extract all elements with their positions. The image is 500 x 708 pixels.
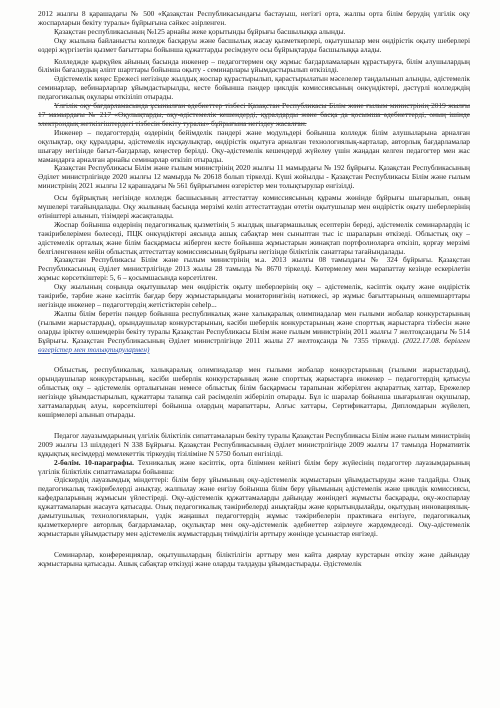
paragraph bbox=[38, 432, 470, 459]
paragraph-text: Қазақстан республикасының №125 арнайы жеке қорытынды бұйрығы басшылыққа алынды. bbox=[54, 26, 346, 36]
paragraph-text: Қазақстан Республикасы Білім және ғылым министрінің 2020 жылғы 11 мамырдағы № 192 бұйрығы. Қазақстан Республикасының Әділет министрлігінде 2020 жылғы 12 мамырда № 20618 болып тіркелді. Күші жойылды - Қазақстан Республикасы Білім және ғылым министрінің 2021 жылғы 12 қарашадағы № 561 бұйрығымен өзгерістер мен толықтырулар енгізілді. bbox=[38, 163, 470, 191]
paragraph-text: Жоспар бойынша өздерінің педагогикалық қызметінің 5 жылдық шығармашылық есептерін береді, әдістемелік семинарлардің іс тәжірибелерімен бөлеседі, ПЦК онкүндіктері аясында ашық сабақтар мен сыныптан тыс іс шараларын өткізеді. Облыстық оқу – әдістемелік орталық және білім басқармасы жіберген кесте бойынша жұмыстарын жинақтап портфолиоларға өткізіп, қорғау мерзімі белгіленгеннен кейін облыстық аттестаттау комиссиясының бұйрығы негізінде біліктілік санаттары тағайындалады. bbox=[38, 219, 470, 256]
paragraph-text: Оқу жылының соңында оқытушылар мен өндірістік оқыту шеберлерінің оқу – әдістемелік, кәсіптік оқыту және өндірістік тәжірибе, тәрбие және кәсіптік бағдар беру жұмыстарындағы мониторингінің нәтижесі, әр жұмыс бағыттарының өлшемшарттары негізінде инженер – педагогтердің жетістіктерін сеhelp... bbox=[38, 282, 470, 309]
paragraph bbox=[38, 164, 470, 191]
amendments-link[interactable]: өзгерістер мен толықтырулармен) bbox=[38, 344, 150, 354]
paragraph-text: Колледжде қырқүйек айының басында инженер – педагогтермен оқу жұмыс бағдарламаларын құрастыруға, білім алушылардың білімін бағалаудың әліпт шарттары бойынша оқыту - семинарлары ұйымдастырылып өткізілді. bbox=[38, 56, 470, 75]
amendment-note: (2022.17.08. берілген bbox=[402, 335, 470, 345]
paragraph-text: Инженер – педагогтердің өздерінің бейімделік пәндері және модульдері бойынша колледж білім алушыларына арналған оқулықтар, оқу құралдары, әдістемелік нұсқаулықтар, өндірістік оқытуға арналған технологиялық-карталар, авторлық бағдарламалар шығару негізінде бағыт-бағдарлар, кеңестер берілді. Оқу-әдістемелік кешендерді жүйелеу үшін жаңадан келген педагогтер мен жас мамандарға арналған арнайы семинарлар өткізіп отырады. bbox=[38, 127, 470, 164]
paragraph bbox=[38, 256, 470, 283]
paragraph-text: Әдістемелік кеңес Ережесі негізінде жылдық жоспар құрастырылып, қарастырылатын мәселелер таңдалынып алынды, әдістемелік семинарлар, вебинарларлар ұйымдастырылды, кесте бойынша пәндер циклдік комиссиясының онкүндіктері, дәстүрлі колледждің педагогикалық оқулары өткізіліп отырады. bbox=[38, 74, 470, 102]
paragraph bbox=[38, 283, 470, 310]
paragraph-text: Педагог лауазымдарының үлгілік біліктілік сипаттамаларын бекіту туралы Қазақстан Республикасы Білім және ғылым министрінің 2009 жылғы 13 шілдедегі N 338 Бұйрығы. Қазақстан Республикасының Әділет министрлігінде 2009 жылғы 17 тамызда Нормативтік құқықтық кесімдерді мемлекеттік тіркеудің тізіліміне N 5750 болып енгізілді. bbox=[38, 430, 470, 458]
paragraph bbox=[38, 366, 470, 419]
paragraph bbox=[38, 129, 470, 165]
section-heading: 2-бөлім. 10-параграфы. bbox=[54, 457, 134, 467]
paragraph-text: Семинарлар, конференциялар, оқытушылардың біліктілігін арттыру мен кайта даярлау курстарын өткізу және дайындау жұмыстарына қатысады. Ашық сабақтар өткізуді және оларды талдауды ұйымдастырады. Әдістемелік bbox=[38, 549, 470, 568]
paragraph bbox=[38, 194, 470, 221]
paragraph bbox=[38, 10, 470, 28]
paragraph bbox=[38, 221, 470, 257]
paragraph-text: Қазақстан Республикасы Білім және ғылым министрінің м.а. 2013 жылғы 08 тамыздағы № 324 бұйрығы. Қазақстан Республикасының Әділет министрлігінде 2013 жылы 28 тамызда № 8670 тіркелді. Көтермелеу мен марапаттау кезінде ескерілетін жұмыс көрсеткіштері: 5, 6 – қосымшасында көрсетілген. bbox=[38, 255, 470, 283]
paragraph-text: Техникалық және кәсіптік, орта білімнен кейінгі білім беру жүйесінің педагогтер лауазымдарының үлгілік біліктілік сипаттамалары бойынша: bbox=[38, 457, 471, 476]
paragraph-text: Жалпы білім беретін пәндер бойынша республикалық және халықаралық олимпиадалар мен ғылыми жобалар конкурстарының (ғылыми жарыстардың), орындаушылар конкурстарының, кәсіби шеберлік конкурстарының және спорттық жарыстарға тізбесін және оларды іріктеу өлшемдерін бекіту туралы Қазақстан Республикасы Білім және ғылым министрінің 2011 жылғы 7 желтоқсандағы № 514 Бұйрығы. Қазақстан Республикасының Әділет министрлігінде 2011 жылы 27 желтоқсанда № 7355 тіркелді. bbox=[38, 308, 470, 345]
paragraph bbox=[38, 58, 470, 76]
paragraph bbox=[38, 310, 470, 355]
paragraph-text: 2012 жылғы 8 қарашадағы № 500 «Қазақстан Республикасындағы бастауыш, негізгі орта, жалпы орта білім берудің үлгілік оқу жоспарларын бекіту туралы» бұйрығына сәйкес әзірленген. bbox=[38, 9, 470, 27]
paragraph-text: Осы бұйрықтың негізінде колледж басшысының аттестаттау комиссиясының құрамы жөнінде бұйрығы шығарылып, оның мүшелері тағайындалады. Оқу жылының басында мерзімі келіп аттестаттаудан өтетін оқытушылар мен өндірістік оқыту шеберлерінің өтініштері алынып, тізімдері жасақталады. bbox=[38, 193, 470, 220]
paragraph-text: Облыстық, республикалық, халықаралық олимпиадалар мен ғылыми жобалар конкурстарының (ғылыми жарыстардың), орындаушылар конкурстарының, кәсіби шеберлік конкурстарының және спорттық жарыстарға инженер – педагогтердің қатысуы облыстық оқу – әдістемелік орталығынан немесе облыстық білім басқармасы тарапынан жіберілген ақпараттық хаттар, Ережелер негізінде ұйымдастырылып, құжаттары талапқа сай рәсімделіп жіберіліп отырады. Бұл іс шаралар бойынша шығарылған оқушылар, хаттамалардың алуы, көрсеткіштері бойынша олардың марапаттары, Алғыс хаттары, Сертификаттары, Дипломдарын жүйелеп, көшірмелері алынып отырады. bbox=[38, 365, 470, 419]
paragraph-text: Әдіскердің лауазымдық міндеттері: білім беру ұйымының оқу-әдістемелік жұмыстарын ұйымдастыруды және талдайды. Озық педагогикалық тәжірибелерді анықтау, жалпылау және енгізу бойынша білім беру ұйымының әдістемелік және циклдік комиссиясы, кафедраларының жұмысын үйлестіреді. Оқу-әдістемелік құжаттамаларды дайындау жөніндегі жұмысты басқарады, оқу-жоспарлау құжаттамаларын жасауға қатысады. Озық педагогикалық тәжірибелерді анықтайды және қорытындылайды, оқытудың инновациялық-дамытушылық технологияларын, үздік жаңашыл педагогтердің жұмыс тәжірибелерін практикаға енгізуге, педагогикалық қызметкерлерге авторлық бағдарламалар, оқулықтар мен оқу-әдістемелік әдебиеттер әзірлеуге жәрдемдеседі. Оқу-әдістемелік жұмыстарын ұйымдастыру мен әдістемелік жұмыстардың тиімділігін арттыру жөнінде ұсыныстар енгізеді. bbox=[38, 475, 470, 538]
paragraph bbox=[38, 102, 470, 129]
paragraph bbox=[38, 37, 470, 55]
paragraph bbox=[38, 476, 470, 538]
paragraph bbox=[38, 459, 470, 477]
struck-text: Үлгілік оқу бағдарламасында ұсынылған әдебиеттер тізбесі Қазақстан Республикасы Білім және ғылым министрінің 2019 жылғы 17 мамырдағы № 217 «Оқулықтарды, оқу-әдістемелік кешендерді, құралдарды және басқа да қосымша әдебиеттерді, оның ішінде электрондық жеткізгіштердегі тізбесін бекіту туралы» бұйрығына негіздеу жасалған. bbox=[38, 101, 470, 128]
paragraph-text: Оқу жылына байланысты колледж басқаруы және басшылық жасау қызметкерлері, оқытушылар мен өндірістік оқыту шеберлері өздері жүргізетін қызмет бағыттары бойынша құжаттарды ресімдеуге осы бұйрықтарды басшылыққа алады. bbox=[38, 35, 470, 54]
document-body bbox=[38, 10, 470, 569]
paragraph bbox=[38, 75, 470, 102]
paragraph bbox=[38, 551, 470, 569]
